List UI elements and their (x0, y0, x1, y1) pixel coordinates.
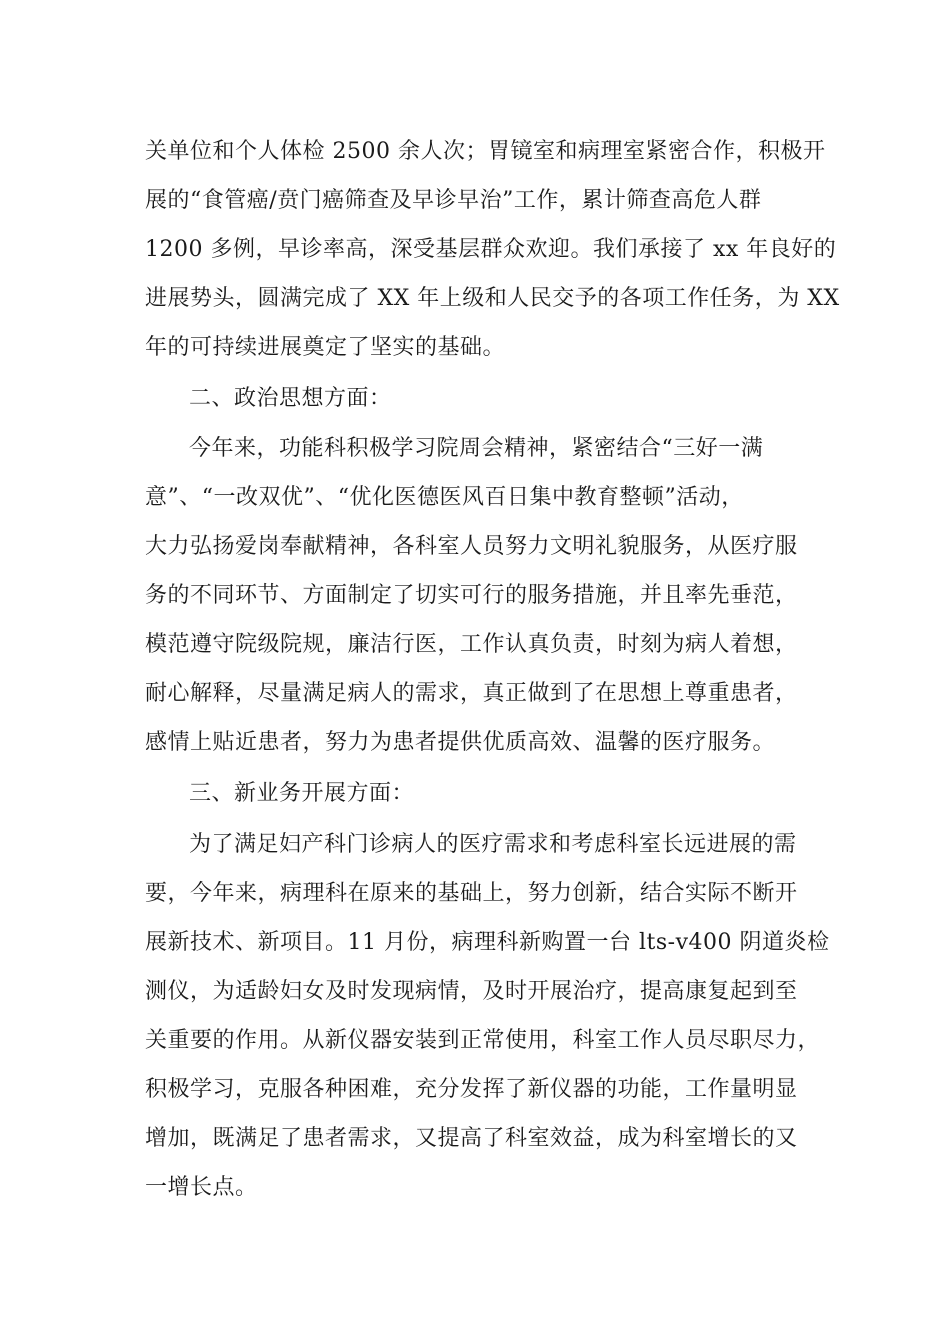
paragraph-1-line-1: 关单位和个人体检 2500 余人次；胃镜室和病理室紧密合作，积极开 (145, 139, 826, 164)
paragraph-3-line-5: 关重要的作用。从新仪器安装到正常使用，科室工作人员尽职尽力， (145, 1028, 821, 1053)
paragraph-2-line-6: 耐心解释，尽量满足病人的需求，真正做到了在思想上尊重患者， (145, 681, 798, 706)
section-heading-new-business: 三、新业务开展方面： (189, 781, 415, 806)
paragraph-1-line-3: 1200 多例，早诊率高，深受基层群众欢迎。我们承接了 xx 年良好的 (145, 237, 837, 262)
paragraph-2-line-3: 大力弘扬爱岗奉献精神，各科室人员努力文明礼貌服务，从医疗服 (145, 534, 798, 559)
paragraph-2-line-7: 感情上贴近患者，努力为患者提供优质高效、温馨的医疗服务。 (145, 730, 776, 755)
paragraph-2-line-5: 模范遵守院级院规，廉洁行医，工作认真负责，时刻为病人着想， (145, 632, 798, 657)
paragraph-3-line-4: 测仪，为适龄妇女及时发现病情，及时开展治疗，提高康复起到至 (145, 979, 798, 1004)
paragraph-3-line-7: 增加，既满足了患者需求，又提高了科室效益，成为科室增长的又 (145, 1126, 798, 1151)
paragraph-2-line-2: 意”、“一改双优”、“优化医德医风百日集中教育整顿”活动， (145, 485, 744, 510)
paragraph-3-line-3: 展新技术、新项目。11 月份，病理科新购置一台 lts-v400 阴道炎检 (145, 930, 830, 955)
paragraph-3-line-8: 一增长点。 (145, 1175, 258, 1200)
paragraph-1-line-2: 展的“食管癌/贲门癌筛查及早诊早治”工作，累计筛查高危人群 (145, 188, 762, 213)
paragraph-3-line-1: 为了满足妇产科门诊病人的医疗需求和考虑科室长远进展的需 (189, 832, 797, 857)
paragraph-3-line-6: 积极学习，克服各种困难，充分发挥了新仪器的功能，工作量明显 (145, 1077, 798, 1102)
paragraph-2-line-1: 今年来，功能科积极学习院周会精神，紧密结合“三好一满 (189, 436, 764, 461)
paragraph-1-line-5: 年的可持续进展奠定了坚实的基础。 (145, 335, 506, 360)
paragraph-3-line-2: 要，今年来，病理科在原来的基础上，努力创新，结合实际不断开 (145, 881, 798, 906)
paragraph-1-line-4: 进展势头，圆满完成了 XX 年上级和人民交予的各项工作任务，为 XX (145, 286, 840, 311)
section-heading-political: 二、政治思想方面： (189, 386, 392, 411)
paragraph-2-line-4: 务的不同环节、方面制定了切实可行的服务措施，并且率先垂范， (145, 583, 798, 608)
